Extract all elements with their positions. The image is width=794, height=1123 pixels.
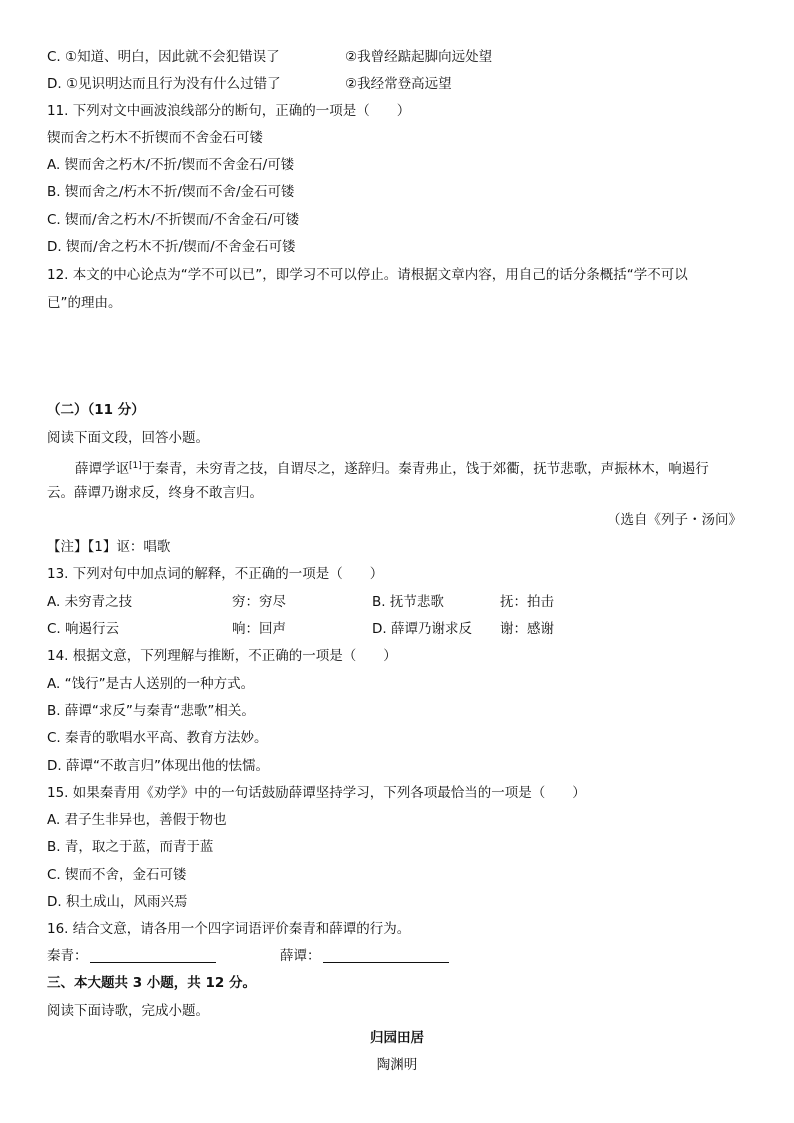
- q13-option-d-gloss: 谢：感谢: [500, 621, 554, 637]
- q13-option-a: A. 未穷青之技: [47, 594, 133, 610]
- passage-line1-post: 于秦青，未穷青之技，自谓尽之，遂辞归。秦青弗止，饯于郊衢，抚节悲歌，声振林木，响遏行: [141, 461, 709, 477]
- passage-line1-pre: 薛谭学讴: [75, 461, 129, 477]
- q10-option-d-left: D. ①见识明达而且行为没有什么过错了: [47, 76, 281, 92]
- q16-label-xuetan: 薛谭：: [280, 948, 321, 964]
- q11-option-c: C. 锲而/舍之朽木/不折锲而/不舍金石/可镂: [47, 212, 300, 228]
- q13-option-b: B. 抚节悲歌: [372, 594, 444, 610]
- q12-stem-line2: 已”的理由。: [47, 295, 122, 311]
- q16-label-qinqing: 秦青：: [47, 948, 88, 964]
- q14-option-c: C. 秦青的歌唱水平高、教育方法妙。: [47, 730, 268, 746]
- q13-stem: 13. 下列对句中加点词的解释，不正确的一项是（ ）: [47, 566, 384, 582]
- q10-option-d-right: ②我经常登高远望: [345, 76, 452, 92]
- poem-author: 陶渊明: [376, 1057, 418, 1073]
- q15-option-c: C. 锲而不舍，金石可镂: [47, 867, 187, 883]
- q12-stem-line1: 12. 本文的中心论点为“学不可以已”，即学习不可以停止。请根据文章内容，用自己的话分条概括“学不可以: [47, 267, 688, 283]
- q13-option-c-gloss: 响：回声: [232, 621, 286, 637]
- q13-option-b-gloss: 抚：拍击: [500, 594, 554, 610]
- passage-note-mark: [1]: [129, 461, 142, 471]
- q11-option-d: D. 锲而/舍之朽木不折/锲而/不舍金石可镂: [47, 239, 296, 255]
- poem-title: 归园田居: [370, 1030, 424, 1046]
- q16-stem: 16. 结合文意，请各用一个四字词语评价秦青和薛谭的行为。: [47, 921, 411, 937]
- q10-option-c: [47, 48, 280, 66]
- q11-option-a: A. 锲而舍之朽木/不折/锲而不舍金石/可镂: [47, 157, 295, 173]
- q13-option-a-gloss: 穷：穷尽: [232, 594, 286, 610]
- q14-option-d: D. 薛谭“不敢言归”体现出他的怯懦。: [47, 758, 269, 774]
- q14-stem: 14. 根据文意，下列理解与推断，不正确的一项是（ ）: [47, 648, 397, 664]
- q16-answer-qinqing: [47, 947, 216, 965]
- passage-note: 【注】【1】讴：唱歌: [47, 539, 171, 555]
- q16-answer-xuetan: [280, 947, 449, 965]
- passage-source: （选自《列子・汤问》: [607, 512, 742, 528]
- section2-heading: （二）（11 分）: [47, 402, 145, 418]
- section3-instruction: 阅读下面诗歌，完成小题。: [47, 1003, 209, 1019]
- q15-stem: 15. 如果秦青用《劝学》中的一句话鼓励薛谭坚持学习，下列各项最恰当的一项是（ ）: [47, 785, 586, 801]
- q16-blank-qinqing[interactable]: [90, 948, 216, 963]
- q15-option-b: B. 青，取之于蓝，而青于蓝: [47, 839, 214, 855]
- q15-option-a: A. 君子生非异也，善假于物也: [47, 812, 227, 828]
- q11-sentence: 锲而舍之朽木不折锲而不舍金石可镂: [47, 130, 263, 146]
- q13-option-c: C. 响遏行云: [47, 621, 120, 637]
- passage-line1: [75, 457, 709, 478]
- q13-option-d: D. 薛谭乃谢求反: [372, 621, 472, 637]
- q11-option-b: B. 锲而舍之/朽木不折/锲而不舍/金石可镂: [47, 184, 295, 200]
- q10-option-c-right: ②我曾经踮起脚向远处望: [345, 49, 493, 65]
- passage-line2: 云。薛谭乃谢求反，终身不敢言归。: [47, 485, 263, 501]
- q14-option-b: B. 薛谭“求反”与秦青“悲歌”相关。: [47, 703, 255, 719]
- q11-stem: 11. 下列对文中画波浪线部分的断句，正确的一项是（ ）: [47, 103, 411, 119]
- q14-option-a: A. “饯行”是古人送别的一种方式。: [47, 676, 255, 692]
- q10-option-c-left: C. ①知道、明白，因此就不会犯错误了: [47, 49, 280, 65]
- section3-heading: 三、本大题共 3 小题，共 12 分。: [47, 975, 256, 991]
- section2-instruction: 阅读下面文段，回答小题。: [47, 430, 209, 446]
- q10-option-d: [47, 75, 281, 93]
- q16-blank-xuetan[interactable]: [323, 948, 449, 963]
- q15-option-d: D. 积土成山，风雨兴焉: [47, 894, 188, 910]
